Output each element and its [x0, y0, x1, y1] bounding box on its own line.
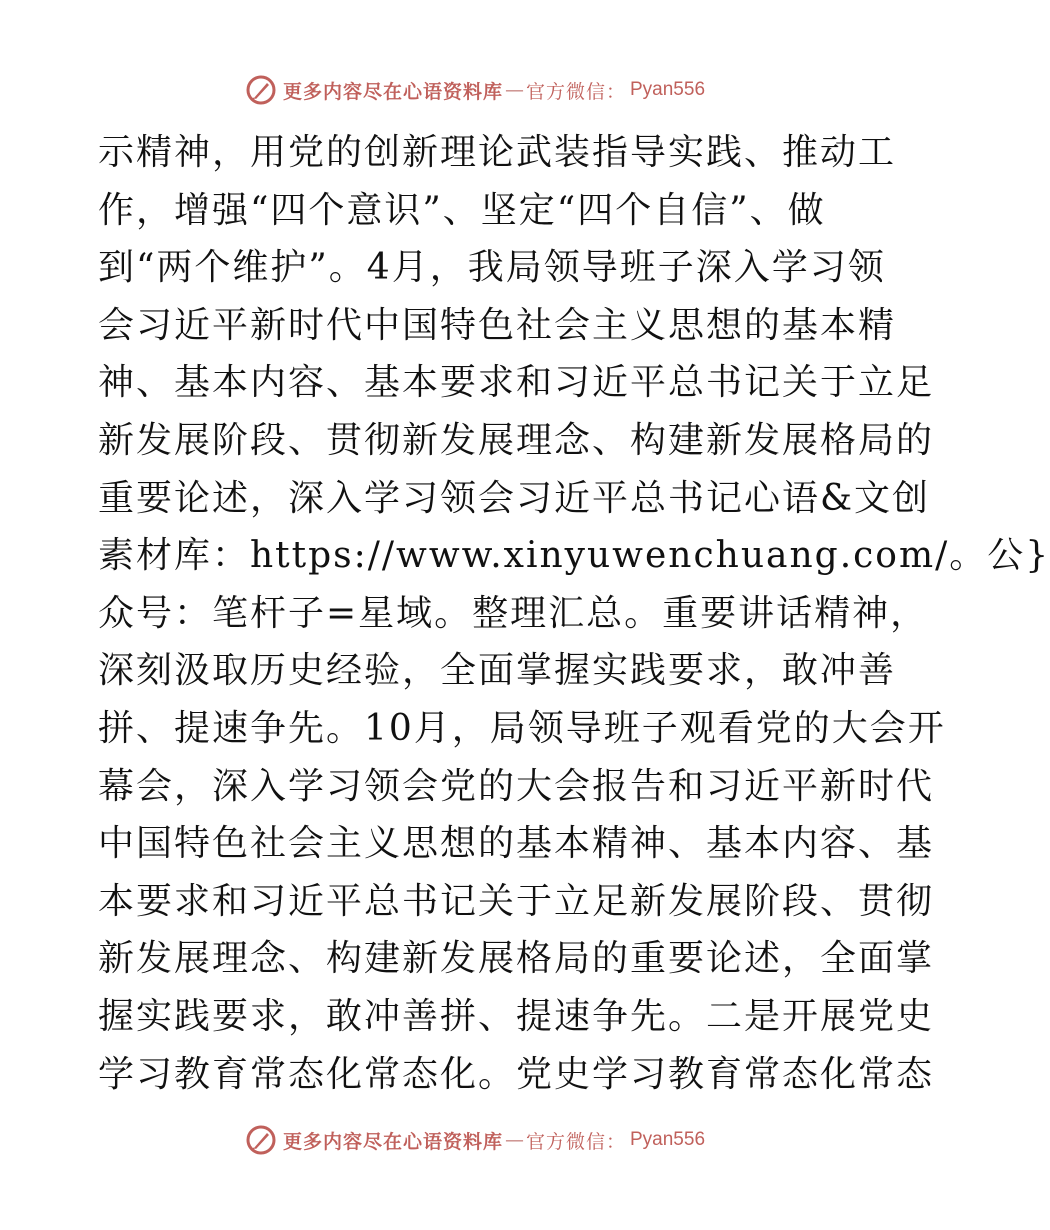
text-line-5: 神、基本内容、基本要求和习近平总书记关于立足 — [98, 362, 935, 404]
text-line-14: 本要求和习近平总书记关于立足新发展阶段、贯彻 — [98, 880, 935, 922]
text-line-11: 拼、提速争先。10月，局领导班子观看党的大会开 — [98, 707, 946, 749]
footer-wechat-id: Pyan556 — [630, 1129, 706, 1150]
footer-brand-text: 更多内容尽在心语资料库 — [282, 1130, 503, 1153]
text-line-15: 新发展理念、构建新发展格局的重要论述，全面掌 — [98, 938, 935, 980]
text-line-1: 示精神，用党的创新理论武装指导实践、推动工 — [98, 132, 897, 173]
header-brand-text: 更多内容尽在心语资料库 — [282, 80, 503, 103]
text-line-2: 作，增强“四个意识”、坚定“四个自信”、做 — [98, 189, 826, 231]
header-wechat-id: Pyan556 — [630, 79, 706, 100]
footer-banner — [0, 1120, 950, 1160]
text-line-16: 握实践要求，敢冲善拼、提速争先。二是开展党史 — [98, 995, 935, 1037]
header-wechat-label: 官方微信： — [525, 80, 626, 103]
text-line-13: 中国特色社会主义思想的基本精神、基本内容、基 — [98, 823, 935, 865]
text-line-8: 素材库：https://www.xinyuwenchuang.com/。公} — [98, 535, 1050, 577]
text-line-4: 会习近平新时代中国特色社会主义思想的基本精 — [98, 304, 897, 346]
text-line-7: 重要论述，深入学习领会习近平总书记心语&文创 — [98, 477, 931, 519]
header-banner — [0, 70, 950, 110]
header-separator: — — [504, 79, 524, 101]
text-line-6: 新发展阶段、贯彻新发展理念、构建新发展格局的 — [98, 419, 935, 461]
quill-circle-logo-icon — [245, 1124, 277, 1156]
text-line-17: 学习教育常态化常态化。党史学习教育常态化常态 — [98, 1053, 935, 1095]
quill-circle-logo-icon — [245, 74, 277, 106]
text-line-3: 到“两个维护”。4月，我局领导班子深入学习领 — [98, 247, 886, 289]
text-line-12: 幕会，深入学习领会党的大会报告和习近平新时代 — [98, 765, 935, 807]
footer-separator: — — [504, 1129, 524, 1151]
text-line-9: 众号：笔杆子=星域。整理汇总。重要讲话精神， — [98, 592, 929, 634]
footer-wechat-label: 官方微信： — [525, 1130, 626, 1153]
document-body — [98, 124, 1050, 1103]
text-line-10: 深刻汲取历史经验，全面掌握实践要求，敢冲善 — [98, 650, 897, 692]
